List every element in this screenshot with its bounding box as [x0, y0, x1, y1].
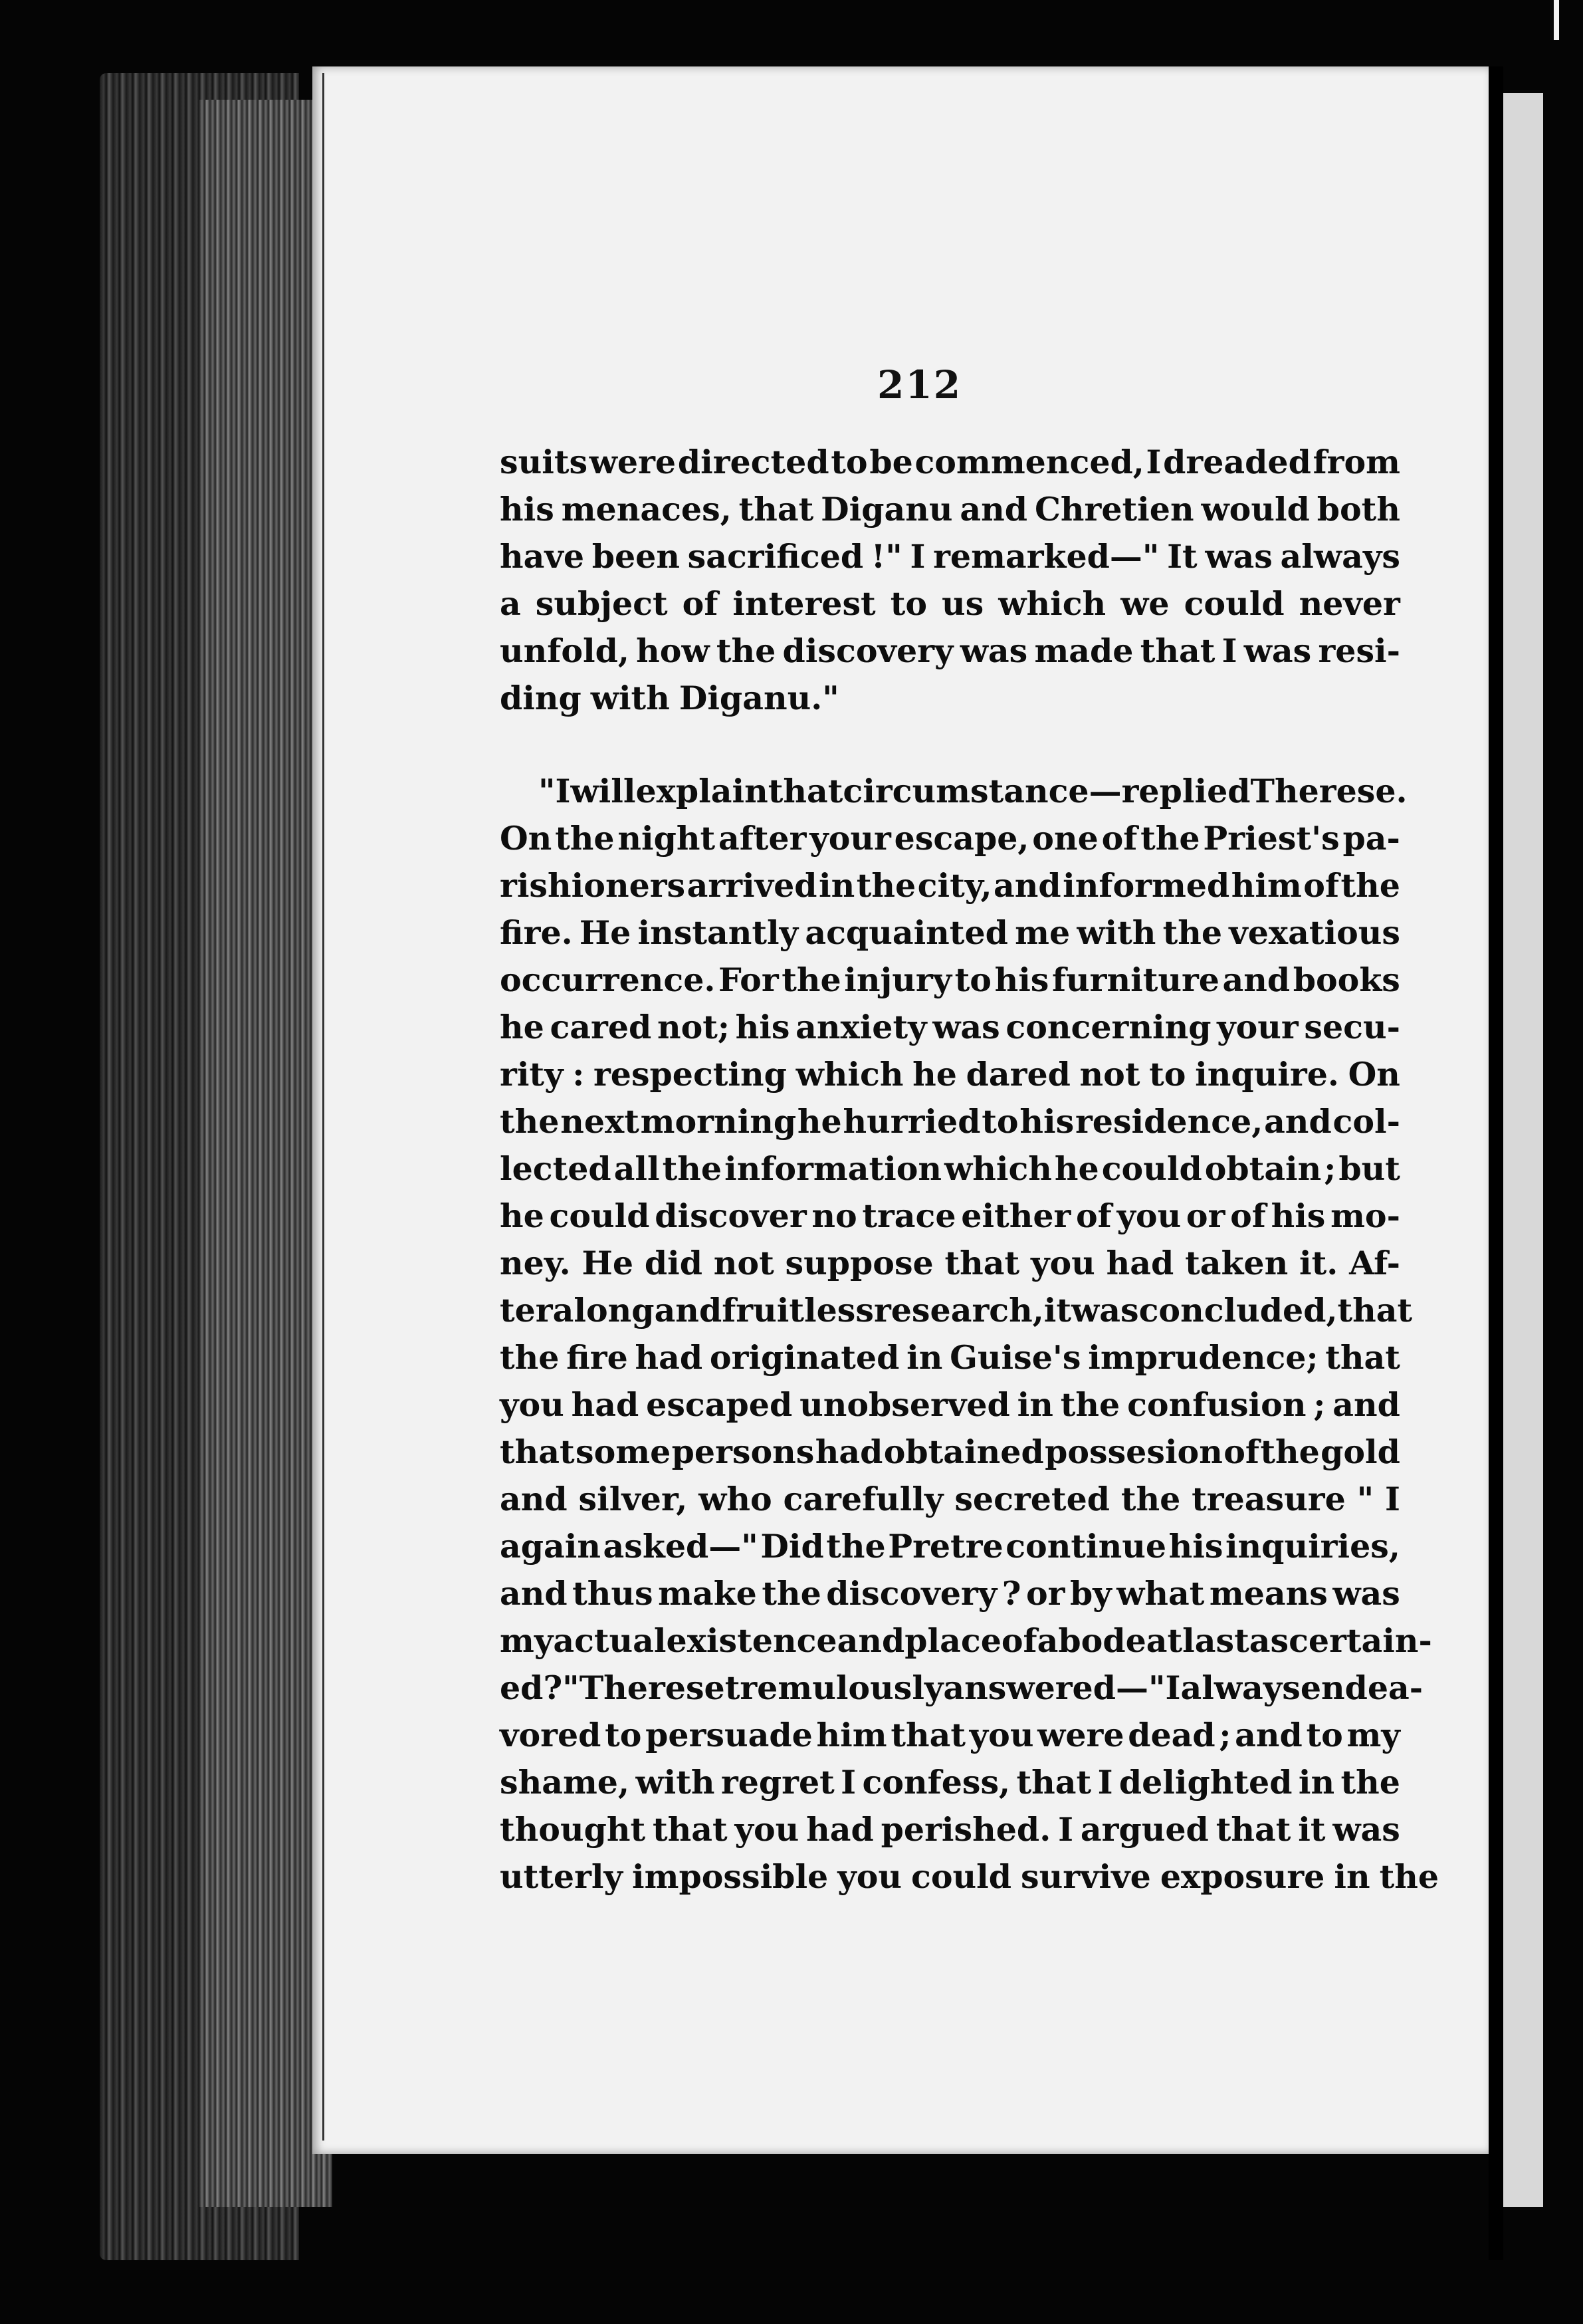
text-line: ter a long and fruitless research, it was concluded, that — [500, 1291, 1413, 1330]
paragraph-1 — [500, 439, 1400, 722]
text-line: the fire had originated in Guise's imprudence; that — [500, 1338, 1400, 1377]
text-line: my actual existence and place of abode at last ascertain- — [500, 1621, 1432, 1660]
gutter — [1489, 66, 1503, 2260]
text-line: " I will explain that circumstance—replied Therese. — [538, 772, 1408, 810]
text-line: and silver, who carefully secreted the treasure " I — [500, 1480, 1400, 1518]
text-line: utterly impossible you could survive exposure in the — [500, 1857, 1439, 1896]
facing-page-edge — [1503, 93, 1543, 2207]
text-line: the next morning he hurried to his residence, and col- — [500, 1102, 1400, 1141]
text-line: he cared not; his anxiety was concerning your secu- — [500, 1008, 1400, 1046]
text-line: you had escaped unobserved in the confusion ; and — [500, 1385, 1400, 1424]
text-line: lected all the information which he could obtain ; but — [500, 1149, 1400, 1188]
page-number: 212 — [877, 362, 962, 407]
text-line: a subject of interest to us which we could never — [500, 584, 1400, 623]
text-line: ney. He did not suppose that you had taken it. Af- — [500, 1244, 1400, 1282]
text-line: unfold, how the discovery was made that I was resi- — [500, 632, 1400, 670]
text-line: vored to persuade him that you were dead ; and to my — [500, 1716, 1400, 1754]
text-line: suits were directed to be commenced, I dreaded from — [500, 443, 1400, 481]
text-line: again asked—" Did the Pretre continue his inquiries, — [500, 1527, 1400, 1566]
text-line: have been sacrificed !" I remarked—" It was always — [500, 537, 1400, 576]
text-line: ed ?" Therese tremulously answered—" I always endea- — [500, 1669, 1424, 1707]
page-fold-line — [322, 73, 324, 2141]
scan-mark — [1554, 0, 1559, 40]
paragraph-2 — [500, 768, 1439, 1901]
text-line: thought that you had perished. I argued that it was — [500, 1810, 1400, 1849]
text-line: ding with Diganu." — [500, 679, 839, 717]
text-line: fire. He instantly acquainted me with the vexatious — [500, 913, 1400, 952]
text-line: occurrence. For the injury to his furniture and books — [500, 961, 1400, 999]
text-line: rishioners arrived in the city, and informed him of the — [500, 866, 1400, 905]
text-line: and thus make the discovery ? or by what means was — [500, 1574, 1400, 1613]
text-line: shame, with regret I confess, that I delighted in the — [500, 1763, 1400, 1801]
text-line: that some persons had obtained possesion of the gold — [500, 1433, 1400, 1471]
text-line: he could discover no trace either of you or of his mo- — [500, 1197, 1400, 1235]
text-line: his menaces, that Diganu and Chretien would both — [500, 490, 1400, 528]
text-line: On the night after your escape, one of the Priest's pa- — [500, 819, 1400, 858]
text-line: rity : respecting which he dared not to inquire. On — [500, 1055, 1400, 1094]
